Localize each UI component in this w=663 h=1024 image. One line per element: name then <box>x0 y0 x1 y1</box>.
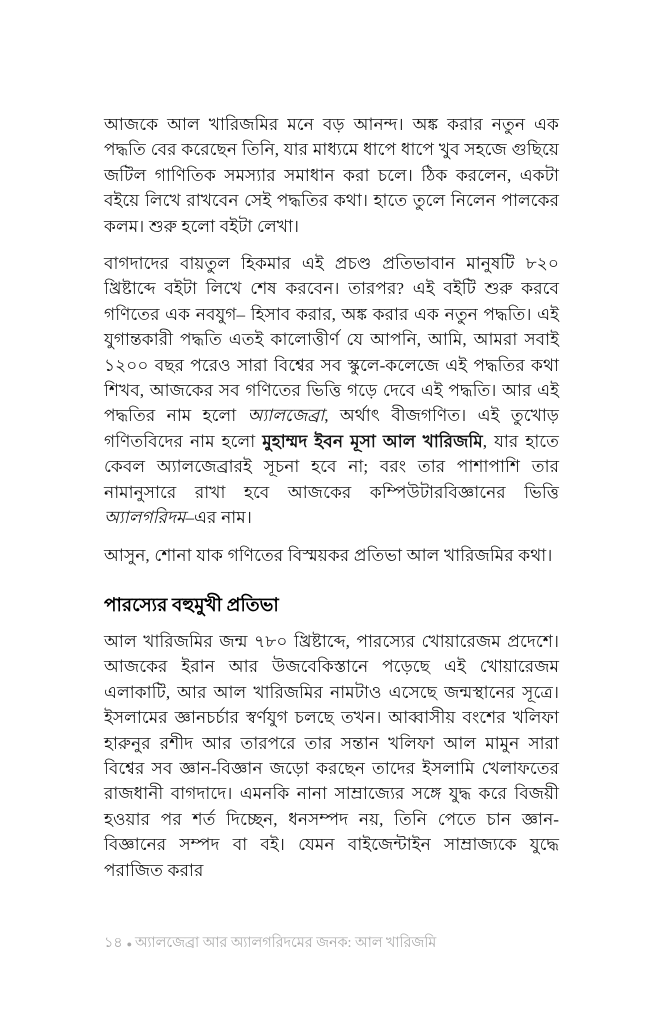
body-paragraph-1 <box>104 112 559 239</box>
footer-page-number: ১৪ <box>104 935 123 951</box>
footer-separator-bullet: ● <box>126 938 132 949</box>
page-footer <box>104 933 559 954</box>
text-run: –এর নাম। <box>185 508 252 528</box>
emphasis-italic: অ্যালগরিদম <box>104 508 186 528</box>
emphasis-italic: অ্যালজেব্রা <box>247 406 325 426</box>
footer-running-title: অ্যালজেব্রা আর অ্যালগরিদমের জনক: আল খারিজমি <box>135 935 437 951</box>
body-paragraph-4 <box>104 629 559 883</box>
page-text-column <box>104 112 559 883</box>
text-run: আজকে আল খারিজমির মনে বড় আনন্দ। অঙ্ক করার নতুন এক পদ্ধতি বের করেছেন তিনি, যার মাধ্যমে ধাপে ধাপে খুব সহজে গুছিয়ে জটিল গাণিতিক সমস্যার সমাধান করা চলে। ঠিক করলেন, একটা বইয়ে লিখে রাখবেন সেই পদ্ধতির কথা। হাতে তুলে নিলেন পালকের কলম। শুরু হলো বইটা লেখা। <box>104 115 559 236</box>
text-run: , অর্থাৎ বীজগণিত। এই তুখোড় গণিতবিদের নাম হলো <box>104 406 559 451</box>
text-run: আল খারিজমির জন্ম ৭৮০ খ্রিষ্টাব্দে, পারস্যের খোয়ারেজম প্রদেশে। আজকের ইরান আর উজবেকিস্তানে পড়েছে এই খোয়ারেজম এলাকাটি, আর আল খারিজমির নামটাও এসেছে জন্মস্থানের সূত্রে। ইসলামের জ্ঞানচর্চার স্বর্ণযুগ চলছে তখন। আব্বাসীয় বংশের খলিফা হারুনুর রশীদ আর তারপরে তার সন্তান খলিফা আল মামুন সারা বিশ্বের সব জ্ঞান-বিজ্ঞান জড়ো করছেন তাদের ইসলামি খেলাফতের রাজধানী বাগদাদে। এমনকি নানা সাম্রাজ্যের সঙ্গে যুদ্ধ করে বিজয়ী হওয়ার পর শর্ত দিচ্ছেন, ধনসম্পদ নয়, তিনি পেতে চান জ্ঞান-বিজ্ঞানের সম্পদ বা বই। যেমন বাইজেন্টাইন সাম্রাজ্যকে যুদ্ধে পরাজিত করার <box>104 631 559 880</box>
body-paragraph-3 <box>104 543 559 568</box>
text-run: বাগদাদের বায়তুল হিকমার এই প্রচণ্ড প্রতিভাবান মানুষটি ৮২০ খ্রিষ্টাব্দে বইটা লিখে শেষ করবেন। তারপর? এই বইটি শুরু করবে গণিতের এক নবযুগ– হিসাব করার, অঙ্ক করার এক নতুন পদ্ধতি। এই যুগান্তকারী পদ্ধতি এতই কালোত্তীর্ণ যে আপনি, আমি, আমরা সবাই ১২০০ বছর পরেও সারা বিশ্বের সব স্কুলে-কলেজে এই পদ্ধতির কথা শিখব, আজকের সব গণিতের ভিত্তি গড়ে দেবে এই পদ্ধতি। আর এই পদ্ধতির নাম হলো <box>104 254 559 426</box>
text-run: , যার হাতে কেবল অ্যালজেব্রারই সূচনা হবে না; বরং তার পাশাপাশি তার নামানুসারে রাখা হবে আজকের কম্পিউটারবিজ্ঞানের ভিত্তি <box>104 431 559 502</box>
text-run: আসুন, শোনা যাক গণিতের বিস্ময়কর প্রতিভা আল খারিজমির কথা। <box>104 545 553 565</box>
emphasis-bold: মুহাম্মদ ইবন মূসা আল খারিজমি <box>262 431 483 451</box>
section-heading: পারস্যের বহুমুখী প্রতিভা <box>104 594 279 615</box>
body-paragraph-2 <box>104 251 559 530</box>
